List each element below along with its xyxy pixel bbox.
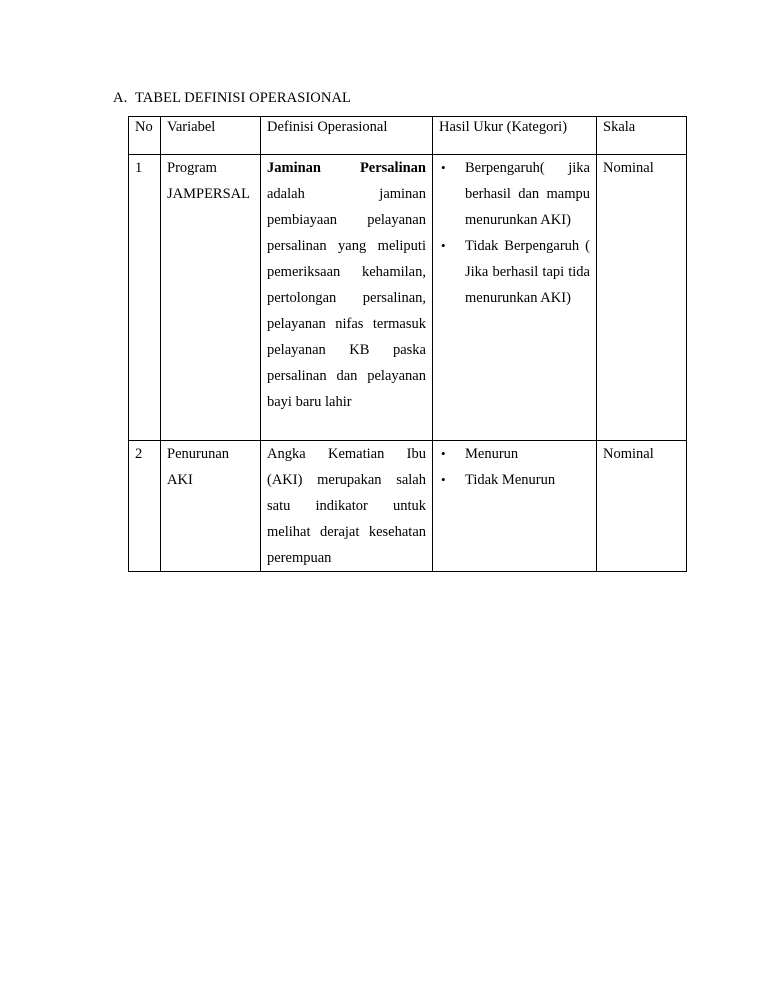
section-title: TABEL DEFINISI OPERASIONAL	[135, 90, 351, 106]
hasil-text: Tidak Berpengaruh ( Jika berhasil tapi tida menurunkan AKI)	[465, 238, 590, 306]
variabel-line: JAMPERSAL	[167, 186, 250, 202]
section-marker: A.	[113, 90, 128, 106]
table-row	[129, 155, 687, 441]
list-item	[441, 467, 590, 493]
cell-definisi	[261, 441, 433, 572]
hasil-text: Tidak Menurun	[465, 472, 556, 488]
header-definisi: Definisi Operasional	[261, 117, 433, 155]
bullet-icon: •	[441, 160, 446, 175]
header-variabel: Variabel	[161, 117, 261, 155]
hasil-list	[439, 441, 590, 493]
variabel-line: Penurunan	[167, 446, 230, 462]
cell-definisi	[261, 155, 433, 441]
cell-no: 1	[129, 155, 161, 441]
cell-hasil	[433, 155, 597, 441]
list-item	[441, 155, 590, 233]
variabel-line: Program	[167, 160, 217, 176]
hasil-text: Menurun	[465, 446, 519, 462]
cell-skala: Nominal	[597, 155, 687, 441]
table-row	[129, 441, 687, 572]
header-hasil: Hasil Ukur (Kategori)	[433, 117, 597, 155]
header-no: No	[129, 117, 161, 155]
cell-no: 2	[129, 441, 161, 572]
table-header-row	[129, 117, 687, 155]
definisi-text: Angka Kematian Ibu (AKI) merupakan salah satu indikator untuk melihat derajat kesehatan perempuan	[267, 446, 426, 566]
hasil-list	[439, 155, 590, 311]
cell-skala: Nominal	[597, 441, 687, 572]
definisi-text: adalah jaminan pembiayaan pelayanan persalinan yang meliputi pemeriksaan kehamilan, pertolongan persalinan, pelayanan nifas termasuk pelayanan KB paska persalinan dan pelayanan bayi baru lahir	[267, 186, 426, 410]
bullet-icon: •	[441, 238, 446, 253]
hasil-text: Berpengaruh( jika berhasil dan mampu menurunkan AKI)	[465, 160, 590, 228]
cell-hasil	[433, 441, 597, 572]
variabel-line: AKI	[167, 472, 193, 488]
bullet-icon: •	[441, 446, 446, 461]
definisi-term: Jaminan Persalinan	[267, 160, 426, 176]
bullet-icon: •	[441, 472, 446, 487]
header-skala: Skala	[597, 117, 687, 155]
definition-table	[128, 116, 687, 572]
cell-variabel	[161, 155, 261, 441]
section-heading	[113, 90, 351, 107]
list-item	[441, 233, 590, 311]
list-item	[441, 441, 590, 467]
cell-variabel	[161, 441, 261, 572]
